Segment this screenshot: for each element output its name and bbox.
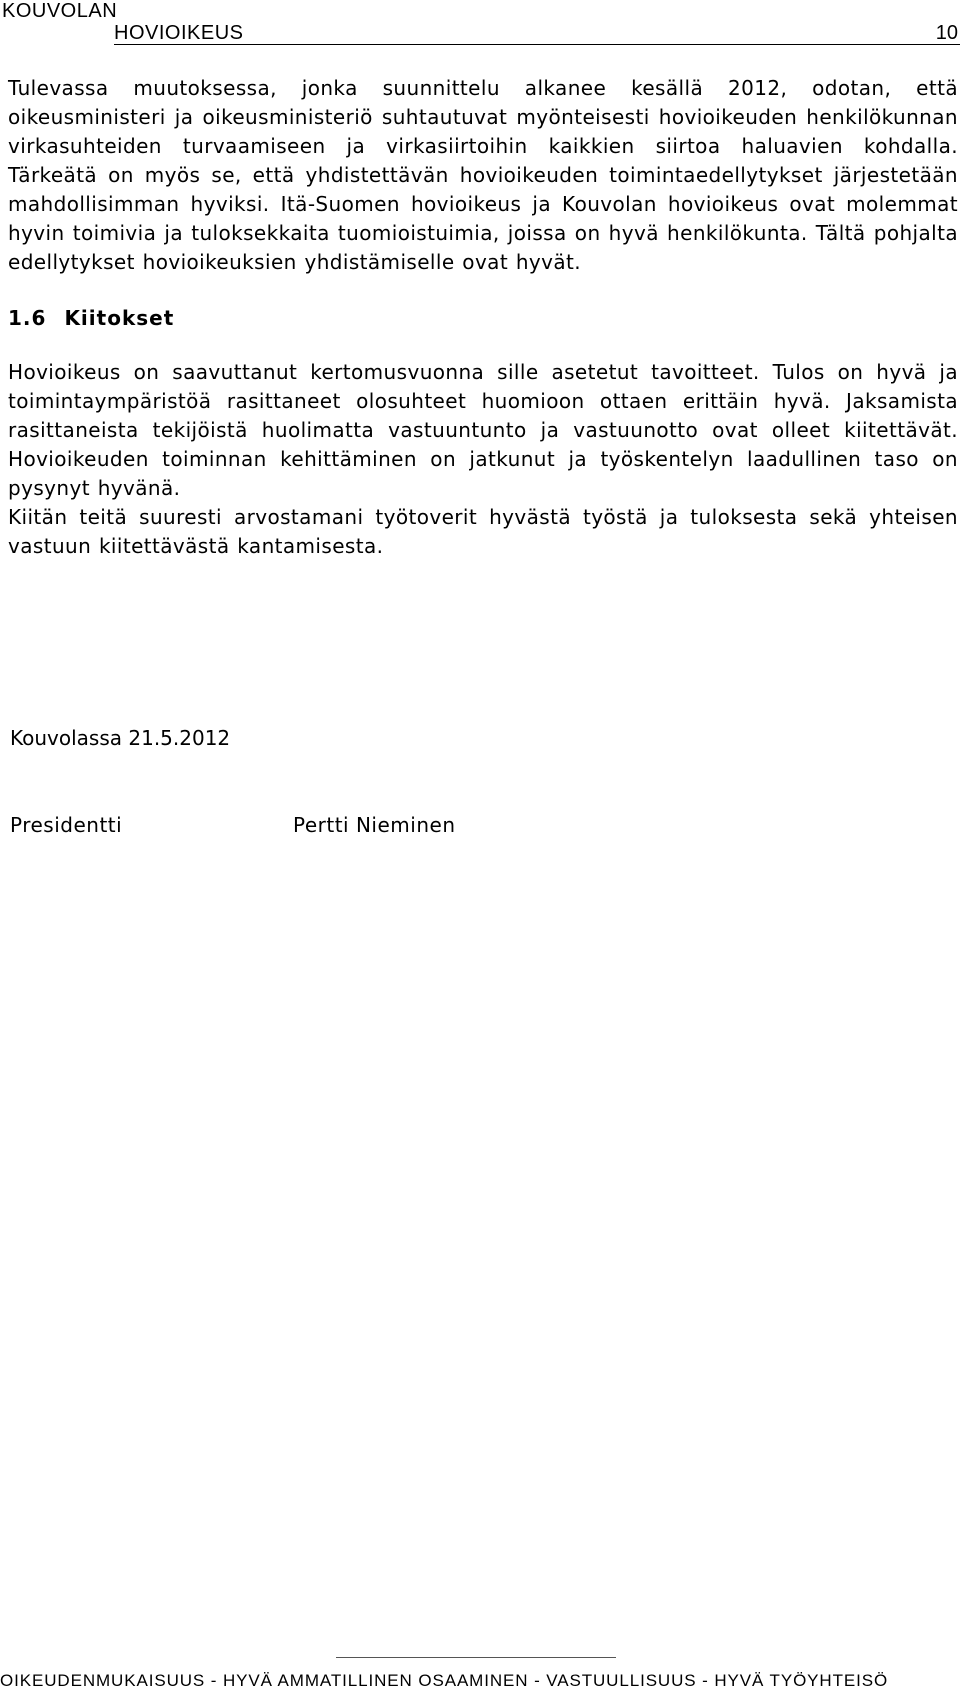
header-divider: [114, 44, 960, 45]
paragraph-results: Hovioikeus on saavuttanut kertomusvuonna sille asetetut tavoitteet. Tulos on hyvä ja toimintaympäristöä rasittaneet olosuhteet huomioon ottaen erittäin hyvä. Jaksamista rasittaneista tekijöistä huolimatta vastuuntunto ja vastuunotto ovat olleet kiitettävät. Hovioikeuden toiminnan kehittäminen on jatkunut ja työskentelyn laadullinen taso on pysynyt hyvänä.: [8, 360, 958, 500]
section-title: Kiitokset: [64, 306, 175, 330]
signatory-title: Presidentti: [10, 813, 123, 837]
section-number: 1.6: [8, 306, 47, 330]
page-header: [0, 0, 960, 48]
document-body: [8, 74, 958, 561]
organization-name-line2: HOVIOIKEUS: [114, 22, 244, 44]
footer-divider: [336, 1657, 616, 1658]
page-number: 10: [935, 22, 958, 44]
paragraph-restructuring: Tulevassa muutoksessa, jonka suunnittelu alkanee kesällä 2012, odotan, että oikeusministeri ja oikeusministeriö suhtautuvat myönteisesti hovioikeuden henkilökunnan virkasuhteiden turvaamiseen ja virkasiirtoihin kaikkien siirtoa haluavien kohdalla. Tärkeätä on myös se, että yhdistettävän hovioikeuden toimintaedellytykset järjestetään mahdollisimman hyviksi. Itä-Suomen hovioikeus ja Kouvolan hovioikeus ovat molemmat hyvin toimivia ja tuloksekkaita tuomioistuimia, joissa on hyvä henkilökunta. Tältä pohjalta edellytykset hovioikeuksien yhdistämiselle ovat hyvät.: [8, 76, 958, 274]
place-and-date: Kouvolassa 21.5.2012: [10, 726, 231, 750]
paragraph-thanks: Kiitän teitä suuresti arvostamani työtoverit hyvästä työstä ja tuloksesta sekä yhteisen vastuun kiitettävästä kantamisesta.: [8, 505, 958, 558]
signatory-name: Pertti Nieminen: [293, 813, 456, 837]
footer-motto: OIKEUDENMUKAISUUS - HYVÄ AMMATILLINEN OSAAMINEN - VASTUULLISUUS - HYVÄ TYÖYHTEISÖ: [0, 1671, 889, 1690]
organization-name-line1: KOUVOLAN: [2, 0, 118, 22]
section-heading: [8, 304, 958, 333]
